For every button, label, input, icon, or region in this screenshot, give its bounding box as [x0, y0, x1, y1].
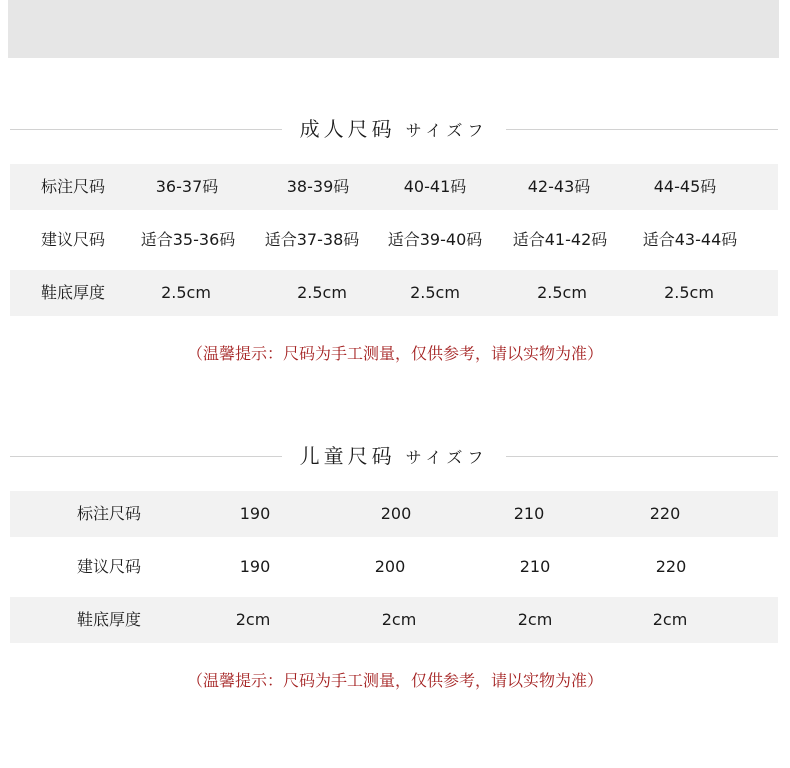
- table-cell: 220: [655, 557, 687, 576]
- table-cell: 36-37码: [155, 177, 219, 196]
- adult-title: [282, 114, 506, 144]
- table-row-suggested-size: [10, 544, 778, 590]
- top-banner-band: [8, 0, 779, 58]
- table-cell: 210: [519, 557, 551, 576]
- table-cell: 适合43-44码: [642, 230, 738, 249]
- table-cell: 190: [239, 557, 271, 576]
- table-cell: 220: [649, 504, 681, 523]
- row-label: 标注尺码: [40, 177, 106, 196]
- kids-title-jp: サイズフ: [405, 448, 489, 467]
- table-cell: 2.5cm: [161, 283, 211, 302]
- title-divider-right: [506, 456, 778, 457]
- table-cell: 2cm: [235, 610, 271, 629]
- table-cell: 2cm: [652, 610, 688, 629]
- title-divider-left: [10, 456, 282, 457]
- table-cell: 2.5cm: [297, 283, 347, 302]
- table-cell: 2cm: [381, 610, 417, 629]
- kids-title-cn: 儿童尺码: [299, 444, 396, 468]
- table-cell: 2.5cm: [664, 283, 714, 302]
- kids-section-title: [0, 441, 790, 471]
- table-cell: 190: [239, 504, 271, 523]
- row-label: 建议尺码: [40, 230, 106, 249]
- kids-title: [282, 441, 506, 471]
- adult-title-cn: 成人尺码: [299, 117, 396, 141]
- table-cell: 42-43码: [527, 177, 591, 196]
- table-cell: 2.5cm: [410, 283, 460, 302]
- table-cell: 210: [513, 504, 545, 523]
- table-cell: 适合39-40码: [387, 230, 483, 249]
- adult-title-jp: サイズフ: [405, 121, 489, 140]
- table-row-marked-size: [10, 491, 778, 537]
- kids-size-table: [10, 491, 778, 643]
- table-cell: 200: [374, 557, 406, 576]
- row-label: 建议尺码: [76, 557, 142, 576]
- table-cell: 38-39码: [286, 177, 350, 196]
- table-row-sole-thickness: [10, 597, 778, 643]
- row-label: 鞋底厚度: [76, 610, 142, 629]
- table-cell: 200: [380, 504, 412, 523]
- title-divider-right: [506, 129, 778, 130]
- adult-section-title: [0, 114, 790, 144]
- title-divider-left: [10, 129, 282, 130]
- adult-size-table: [10, 164, 778, 316]
- table-row-sole-thickness: [10, 270, 778, 316]
- row-label: 鞋底厚度: [40, 283, 106, 302]
- table-row-marked-size: [10, 164, 778, 210]
- table-cell: 适合41-42码: [512, 230, 608, 249]
- table-cell: 适合35-36码: [140, 230, 236, 249]
- table-cell: 44-45码: [653, 177, 717, 196]
- adult-size-note: （温馨提示：尺码为手工测量，仅供参考，请以实物为准）: [186, 344, 603, 363]
- table-cell: 适合37-38码: [264, 230, 360, 249]
- kids-size-note: （温馨提示：尺码为手工测量，仅供参考，请以实物为准）: [186, 671, 603, 690]
- row-label: 标注尺码: [76, 504, 142, 523]
- table-cell: 40-41码: [403, 177, 467, 196]
- table-cell: 2cm: [517, 610, 553, 629]
- table-row-suggested-size: [10, 217, 778, 263]
- table-cell: 2.5cm: [537, 283, 587, 302]
